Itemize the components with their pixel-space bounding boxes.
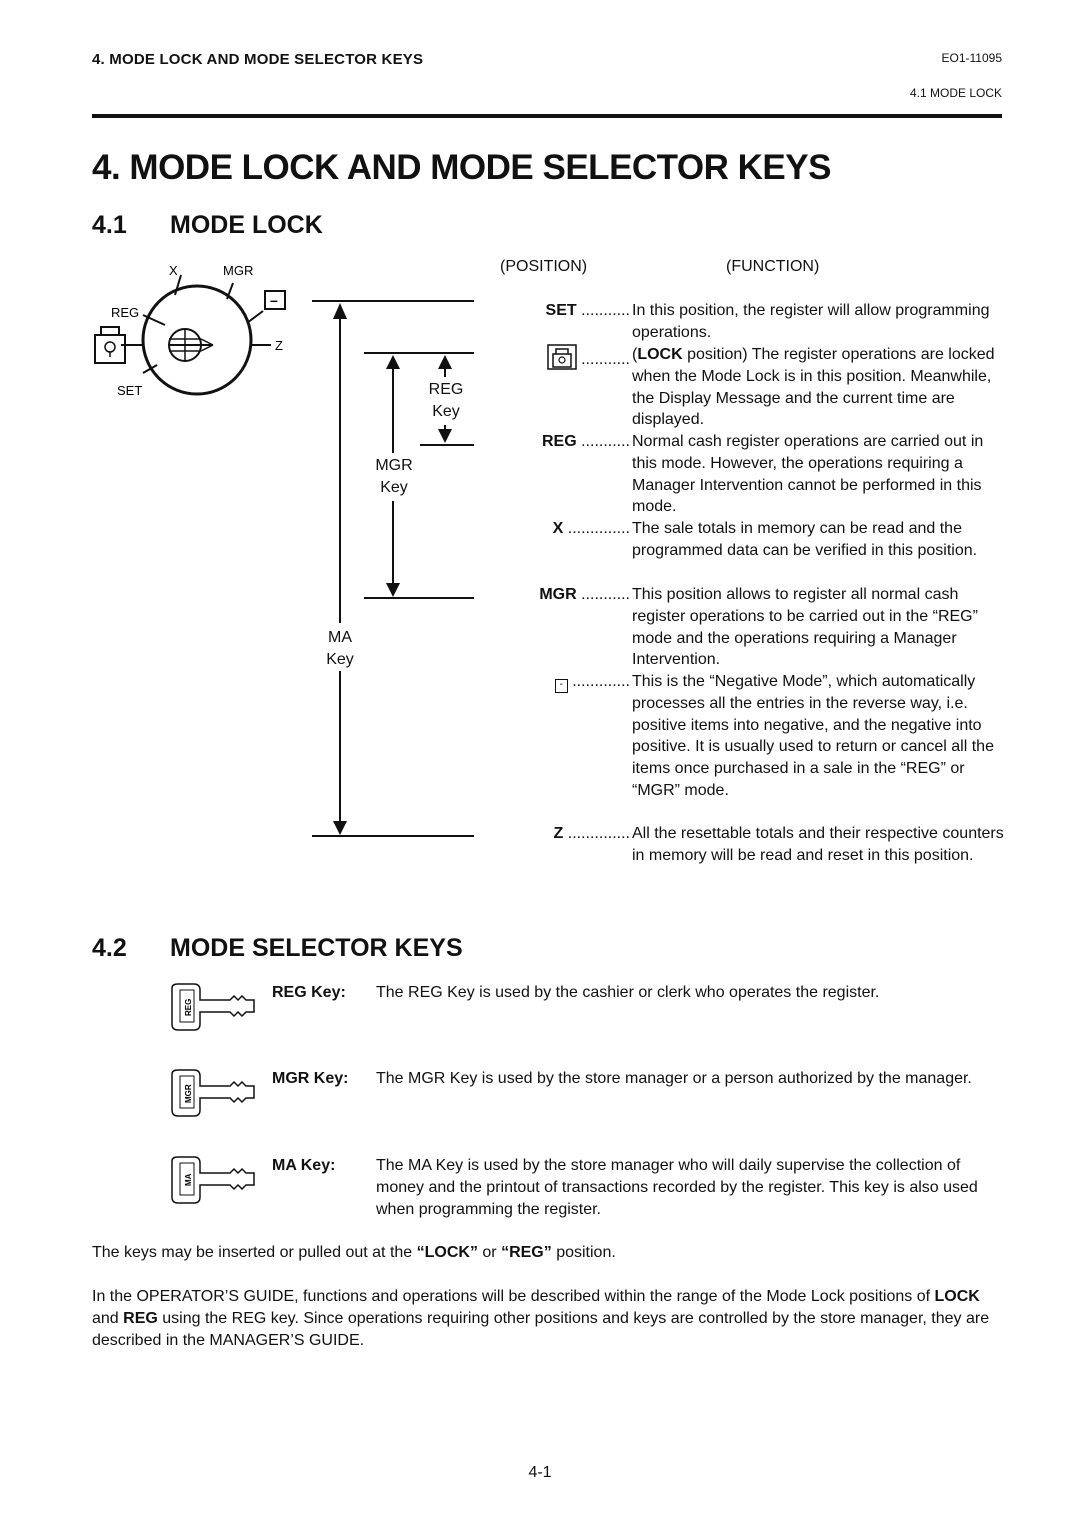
position-term — [490, 584, 630, 606]
section-title: MODE SELECTOR KEYS — [170, 934, 463, 962]
section-number: 4.2 — [92, 934, 127, 962]
key-description: The REG Key is used by the cashier or clerk who operates the register. — [376, 984, 880, 1001]
para-bold-reg: “REG” — [501, 1244, 552, 1261]
key-range-diagram — [300, 285, 490, 855]
mgr-key-range-label-line2: Key — [380, 479, 408, 496]
leader-dots: .............. — [563, 520, 630, 537]
ma-key-range-label-line2: Key — [326, 651, 354, 668]
mgr-key-range-label — [364, 455, 424, 499]
position-term-name: SET — [545, 302, 577, 319]
position-description: In this position, the register will allow programming operations. — [632, 302, 990, 341]
section-heading-4-1 — [92, 211, 323, 240]
position-term-name: MGR — [539, 586, 577, 603]
dial-label-set: SET — [117, 383, 143, 398]
position-description: This is the “Negative Mode”, which automatically processes all the entries in the reverse way, i.e. positive items into negative, and the negative into positive. It is usually used to return or cancel all the items once purchased in a sale in the “REG” or “MGR” mode. — [632, 673, 994, 799]
running-header-subsection: 4.1 MODE LOCK — [909, 86, 1002, 100]
reg-key-range-label-line2: Key — [432, 403, 460, 420]
key-label: MA Key: — [272, 1157, 336, 1174]
dial-label-mgr: MGR — [223, 263, 254, 278]
key-label: MGR Key: — [272, 1070, 349, 1087]
desc-bold-lock: LOCK — [637, 346, 683, 363]
leader-dots: ........... — [576, 586, 630, 603]
document-id: EO1-11095 — [941, 51, 1002, 65]
key-description: The MA Key is used by the store manager who will daily supervise the collection of money and the printout of transactions recorded by the register. This key is also used when programming the register. — [376, 1157, 978, 1218]
position-description: All the resettable totals and their respective counters in memory will be read and reset in this position. — [632, 825, 1004, 864]
page-number: 4-1 — [528, 1464, 552, 1481]
dial-negative-box — [265, 291, 285, 309]
dial-minus-label: – — [270, 292, 278, 308]
dial — [121, 275, 271, 394]
desc-paren: ( — [632, 346, 638, 363]
reg-key-icon — [168, 982, 263, 1034]
position-term — [490, 823, 630, 845]
key-label: REG Key: — [272, 984, 346, 1001]
position-description: Normal cash register operations are carried out in this mode. However, the operations requiring a Manager Intervention cannot be performed in this mode. — [632, 433, 984, 516]
mode-lock-dial-diagram — [85, 255, 305, 415]
leader-dots: ........... — [576, 351, 630, 368]
key-description: The MGR Key is used by the store manager or a person authorized by the manager. — [376, 1070, 972, 1087]
mgr-key-icon — [168, 1068, 263, 1120]
function-column-header: (FUNCTION) — [726, 258, 820, 275]
position-term-name: REG — [541, 433, 577, 450]
desc-text: position) The register operations are locked when the Mode Lock is in this position. Meanwhile, the Display Message and the current time are displayed. — [632, 346, 995, 429]
para-bold-lock: “LOCK” — [416, 1244, 478, 1261]
leader-dots: .............. — [563, 825, 630, 842]
dial-label-z: Z — [275, 338, 283, 353]
mgr-key-icon-text: MGR — [184, 1084, 193, 1103]
position-description: The sale totals in memory can be read and the programmed data can be verified in this position. — [632, 520, 978, 559]
section-heading-4-2 — [92, 934, 463, 963]
ma-key-range-label — [310, 627, 370, 671]
position-column-header: (POSITION) — [500, 258, 588, 275]
para-text: using the REG key. Since operations requiring other positions and keys are controlled by the store manager, they are described in the MANAGER’S GUIDE. — [92, 1310, 990, 1349]
para-text: or — [477, 1244, 502, 1261]
position-term — [490, 344, 630, 371]
position-term — [490, 518, 630, 540]
ma-key-icon — [168, 1155, 263, 1207]
para-bold-reg: REG — [123, 1310, 158, 1327]
paragraph-key-insertion — [92, 1242, 992, 1264]
position-term-name: Z — [553, 825, 564, 842]
ma-key-icon-text: MA — [184, 1173, 193, 1186]
para-text: The keys may be inserted or pulled out at the — [92, 1244, 417, 1261]
para-text: In the OPERATOR’S GUIDE, functions and operations will be described within the range of the Mode Lock positions of — [92, 1288, 935, 1305]
reg-key-range-label-line1: REG — [428, 381, 464, 398]
reg-key-range-label — [416, 379, 476, 423]
position-term — [490, 671, 630, 693]
position-term-name: X — [552, 520, 564, 537]
leader-dots: ........... — [576, 433, 630, 450]
leader-dots: ............. — [567, 673, 630, 690]
para-bold-lock: LOCK — [934, 1288, 980, 1305]
position-term — [490, 431, 630, 453]
section-number: 4.1 — [92, 211, 127, 239]
header-rule — [92, 114, 1002, 118]
page-title: 4. MODE LOCK AND MODE SELECTOR KEYS — [92, 148, 831, 187]
position-description — [632, 344, 1010, 431]
negative-box-icon: - — [555, 679, 568, 693]
reg-key-icon-text: REG — [184, 998, 193, 1016]
running-header-section: 4. MODE LOCK AND MODE SELECTOR KEYS — [92, 51, 424, 68]
para-text: and — [92, 1310, 124, 1327]
dial-label-reg: REG — [111, 305, 140, 320]
ma-key-range-label-line1: MA — [328, 629, 352, 646]
position-description: This position allows to register all normal cash register operations to be carried out in the “REG” mode and the operations requiring a Manager Intervention. — [632, 586, 978, 669]
dial-label-x: X — [169, 263, 178, 278]
leader-dots: ........... — [576, 302, 630, 319]
padlock-icon — [95, 327, 125, 363]
section-title: MODE LOCK — [170, 211, 323, 239]
para-text: position. — [551, 1244, 616, 1261]
position-term — [490, 300, 630, 322]
paragraph-guides — [92, 1286, 992, 1352]
padlock-icon — [547, 344, 577, 370]
mgr-key-range-label-line1: MGR — [375, 457, 413, 474]
ma-key-range-arrow — [333, 303, 347, 835]
